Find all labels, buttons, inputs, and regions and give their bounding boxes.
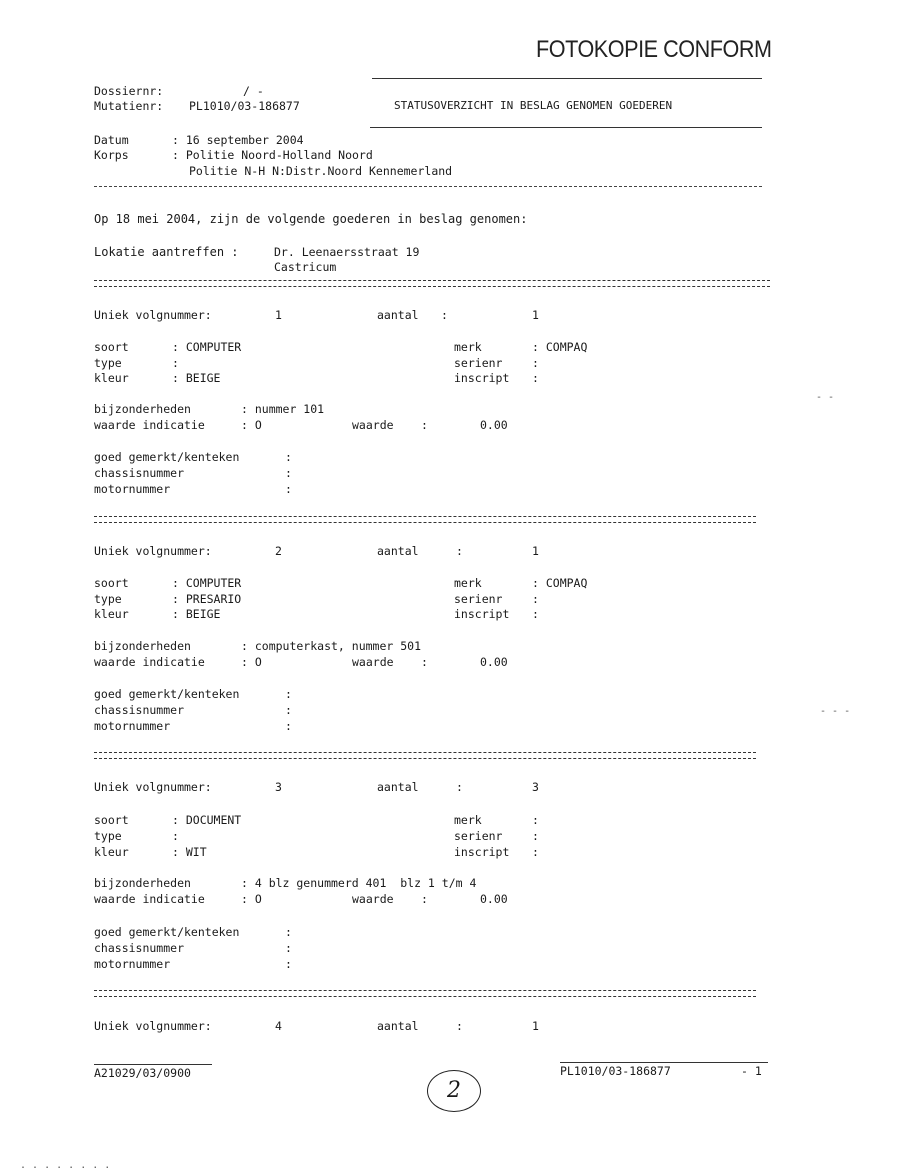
type-value: : PRESARIO (172, 592, 242, 606)
merk-label: merk (454, 576, 482, 590)
kleur-label: kleur (94, 607, 129, 621)
chassisnummer-colon: : (285, 703, 292, 717)
type-label: type (94, 592, 122, 606)
scan-speck: - - (816, 392, 835, 403)
lokatie-label: Lokatie aantreffen : (94, 245, 239, 259)
section-divider (94, 516, 756, 523)
inscript-value: : (532, 371, 539, 385)
mutatie-value: PL1010/03-186877 (189, 99, 300, 113)
merk-value: : (532, 813, 539, 827)
chassisnummer-label: chassisnummer (94, 703, 185, 717)
inscript-label: inscript (454, 371, 510, 385)
volgnummer-label: Uniek volgnummer: (94, 780, 212, 794)
goed-gemerkt-colon: : (285, 450, 292, 464)
soort-value: : COMPUTER (172, 340, 242, 354)
intro-text: Op 18 mei 2004, zijn de volgende goederen in beslag genomen: (94, 212, 528, 226)
section-divider (94, 752, 756, 759)
footer-page-number: - 1 (741, 1064, 762, 1078)
merk-label: merk (454, 340, 482, 354)
datum-label: Datum (94, 133, 129, 147)
motornummer-colon: : (285, 719, 292, 733)
scan-speck: . . . . . . . . (20, 1160, 111, 1171)
type-label: type (94, 829, 122, 843)
chassisnummer-colon: : (285, 466, 292, 480)
serienr-label: serienr (454, 592, 503, 606)
kleur-value: : WIT (172, 845, 207, 859)
motornummer-label: motornummer (94, 957, 171, 971)
document-title: STATUSOVERZICHT IN BESLAG GENOMEN GOEDEREN (394, 99, 673, 112)
kleur-label: kleur (94, 371, 129, 385)
aantal-label: aantal (377, 780, 419, 794)
aantal-colon: : (456, 780, 463, 794)
serienr-label: serienr (454, 356, 503, 370)
merk-value: : COMPAQ (532, 576, 588, 590)
dossier-value: / - (243, 84, 264, 98)
inscript-label: inscript (454, 845, 510, 859)
lokatie-line1: Dr. Leenaersstraat 19 (274, 245, 420, 259)
waarde-indicatie-label: waarde indicatie (94, 892, 205, 906)
aantal-value: 1 (532, 308, 539, 322)
bijzonderheden-label: bijzonderheden (94, 639, 191, 653)
section-divider (94, 280, 770, 287)
chassisnummer-colon: : (285, 941, 292, 955)
aantal-label: aantal (377, 1019, 419, 1033)
aantal-label: aantal (377, 308, 419, 322)
aantal-value: 3 (532, 780, 539, 794)
footer-right-rule (560, 1062, 768, 1063)
handwritten-page-number (427, 1070, 481, 1112)
mutatie-label: Mutatienr: (94, 99, 164, 113)
footer-mutatie-number: PL1010/03-186877 (560, 1064, 671, 1078)
lokatie-line2: Castricum (274, 260, 337, 274)
chassisnummer-label: chassisnummer (94, 466, 185, 480)
goed-gemerkt-colon: : (285, 687, 292, 701)
bijzonderheden-value: : computerkast, nummer 501 (241, 639, 422, 653)
aantal-value: 1 (532, 544, 539, 558)
waarde-indicatie-label: waarde indicatie (94, 655, 205, 669)
goed-gemerkt-label: goed gemerkt/kenteken (94, 687, 240, 701)
aantal-colon: : (456, 544, 463, 558)
section-divider (94, 990, 756, 997)
volgnummer-label: Uniek volgnummer: (94, 544, 212, 558)
waarde-label: waarde (352, 655, 394, 669)
waarde-indicatie-value: : O (241, 655, 262, 669)
aantal-label: aantal (377, 544, 419, 558)
volgnummer-value: 2 (275, 544, 282, 558)
bijzonderheden-value: : 4 blz genummerd 401 blz 1 t/m 4 (241, 876, 477, 890)
waarde-colon: : (421, 655, 428, 669)
soort-value: : DOCUMENT (172, 813, 242, 827)
footer-left-rule (94, 1064, 212, 1065)
serienr-value: : (532, 829, 539, 843)
chassisnummer-label: chassisnummer (94, 941, 185, 955)
bijzonderheden-label: bijzonderheden (94, 402, 191, 416)
serienr-label: serienr (454, 829, 503, 843)
type-label: type (94, 356, 122, 370)
merk-value: : COMPAQ (532, 340, 588, 354)
kleur-label: kleur (94, 845, 129, 859)
korps-label: Korps (94, 148, 129, 162)
motornummer-label: motornummer (94, 719, 171, 733)
goed-gemerkt-label: goed gemerkt/kenteken (94, 450, 240, 464)
volgnummer-label: Uniek volgnummer: (94, 1019, 212, 1033)
soort-value: : COMPUTER (172, 576, 242, 590)
aantal-colon: : (456, 1019, 463, 1033)
aantal-value: 1 (532, 1019, 539, 1033)
title-top-rule (372, 78, 762, 79)
motornummer-colon: : (285, 957, 292, 971)
header-divider (94, 186, 762, 187)
goed-gemerkt-colon: : (285, 925, 292, 939)
waarde-value: 0.00 (480, 418, 508, 432)
waarde-indicatie-value: : O (241, 418, 262, 432)
inscript-value: : (532, 845, 539, 859)
type-value: : (172, 356, 179, 370)
waarde-label: waarde (352, 418, 394, 432)
merk-label: merk (454, 813, 482, 827)
korps-value-1: : Politie Noord-Holland Noord (172, 148, 373, 162)
waarde-indicatie-label: waarde indicatie (94, 418, 205, 432)
inscript-value: : (532, 607, 539, 621)
waarde-label: waarde (352, 892, 394, 906)
volgnummer-value: 3 (275, 780, 282, 794)
kleur-value: : BEIGE (172, 371, 221, 385)
waarde-colon: : (421, 892, 428, 906)
soort-label: soort (94, 340, 129, 354)
serienr-value: : (532, 356, 539, 370)
waarde-indicatie-value: : O (241, 892, 262, 906)
inscript-label: inscript (454, 607, 510, 621)
goed-gemerkt-label: goed gemerkt/kenteken (94, 925, 240, 939)
footer-document-code: A21029/03/0900 (94, 1066, 191, 1080)
serienr-value: : (532, 592, 539, 606)
scan-speck: - - - (820, 706, 851, 717)
soort-label: soort (94, 576, 129, 590)
bijzonderheden-value: : nummer 101 (241, 402, 325, 416)
motornummer-label: motornummer (94, 482, 171, 496)
waarde-value: 0.00 (480, 655, 508, 669)
handwritten-page-digit: 2 (447, 1078, 461, 1103)
fotokopie-conform-stamp: FOTOKOPIE CONFORM (536, 36, 772, 63)
waarde-colon: : (421, 418, 428, 432)
volgnummer-value: 4 (275, 1019, 282, 1033)
motornummer-colon: : (285, 482, 292, 496)
title-bottom-rule (370, 127, 762, 128)
datum-value: : 16 september 2004 (172, 133, 304, 147)
kleur-value: : BEIGE (172, 607, 221, 621)
dossier-label: Dossiernr: (94, 84, 164, 98)
soort-label: soort (94, 813, 129, 827)
volgnummer-label: Uniek volgnummer: (94, 308, 212, 322)
type-value: : (172, 829, 179, 843)
waarde-value: 0.00 (480, 892, 508, 906)
volgnummer-value: 1 (275, 308, 282, 322)
aantal-colon: : (441, 308, 448, 322)
korps-value-2: Politie N-H N:Distr.Noord Kennemerland (189, 164, 453, 178)
bijzonderheden-label: bijzonderheden (94, 876, 191, 890)
